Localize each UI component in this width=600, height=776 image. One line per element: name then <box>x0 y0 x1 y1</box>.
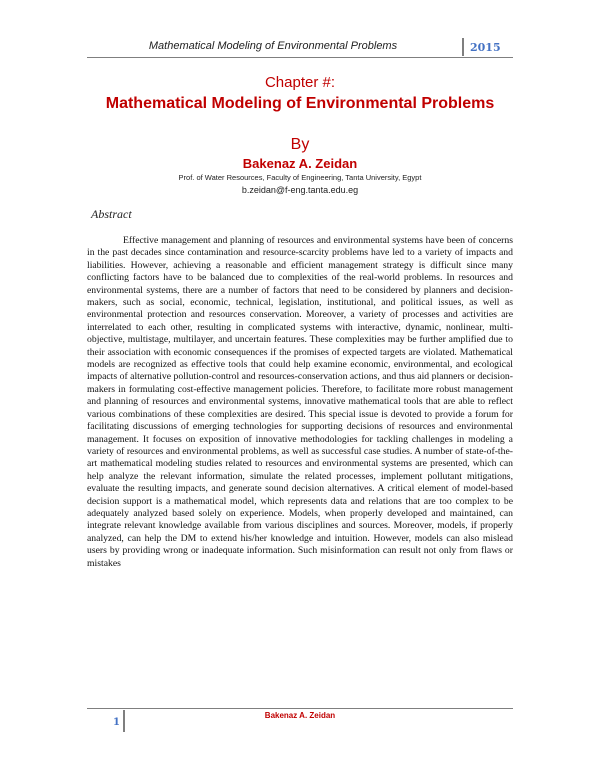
header-rule <box>87 57 513 58</box>
author-affiliation: Prof. of Water Resources, Faculty of Engineering, Tanta University, Egypt <box>178 173 422 182</box>
running-header <box>87 38 513 58</box>
footer-rule <box>87 708 513 709</box>
by-label: By <box>290 136 310 153</box>
running-header-title: Mathematical Modeling of Environmental Problems <box>148 40 398 52</box>
page-number: 1 <box>113 717 120 728</box>
page-footer <box>87 708 513 748</box>
header-separator <box>462 38 464 56</box>
running-header-year: 2015 <box>470 41 501 54</box>
author-email: b.zeidan@f-eng.tanta.edu.eg <box>241 185 359 195</box>
chapter-label: Chapter #: <box>264 74 336 91</box>
abstract-heading: Abstract <box>91 207 132 221</box>
abstract-body: Effective management and planning of resources and environmental systems have been of concerns in the past decades since contamination and resource-scarcity problems have led to a variety of impacts and liabilities. However, achieving a reasonable and efficient management strategy is difficult since many conflicting factors have to be balanced due to complexities of the real-world problems. In resources and environmental systems, there are a number of factors that need to be considered by planners and decision-makers, such as social, economic, technical, legislation, institutional, and political issues, as well as environmental protection and resources conservation. Moreover, a variety of processes and activities are interrelated to each other, resulting in complicated systems with interactive, dynamic, nonlinear, multi-objective, multistage, multilayer, and uncertain features. These complexities may be further amplified due to their association with economic consequences if the promises of expected targets are violated. Mathematical models are recognized as effective tools that could help examine economic, environmental, and ecological impacts of alternative pollution-control and resources-conservation actions, and thus aid planners or decision-makers in formulating cost-effective management policies. Therefore, to facilitate more robust management and planning of resources and environmental systems, innovative mathematical tools that are able to reflect various combinations of these complexities are desired. This special issue is devoted to provide a forum for facilitating discussions of emerging technologies for supporting decisions of resources and environmental management. It focuses on exposition of innovative methodologies for tackling challenges in modeling a variety of resources and environmental problems, as well as successful case studies. A number of state-of-the-art mathematical modeling studies related to resources and environmental systems are presented, which can help analyze the relevant information, simulate the related processes, implement pollutant mitigations, evaluate the resulting impacts, and generate sound decision alternatives. A critical element of model-based decision support is a mathematical model, which represents data and relations that are too complex to be adequately analyzed based solely on experience. Models, when properly developed and maintained, can integrate relevant knowledge available from various disciplines and sources. Moreover, models, if properly analyzed, can help the DM to extend his/her knowledge and intuition. However, models can also mislead users by providing wrong or inadequate information. Such misinformation can result not only from flaws or mistakes <box>87 235 513 569</box>
author-name: Bakenaz A. Zeidan <box>242 156 358 171</box>
paper-title: Mathematical Modeling of Environmental Problems <box>105 95 495 112</box>
footer-author: Bakenaz A. Zeidan <box>264 711 336 720</box>
